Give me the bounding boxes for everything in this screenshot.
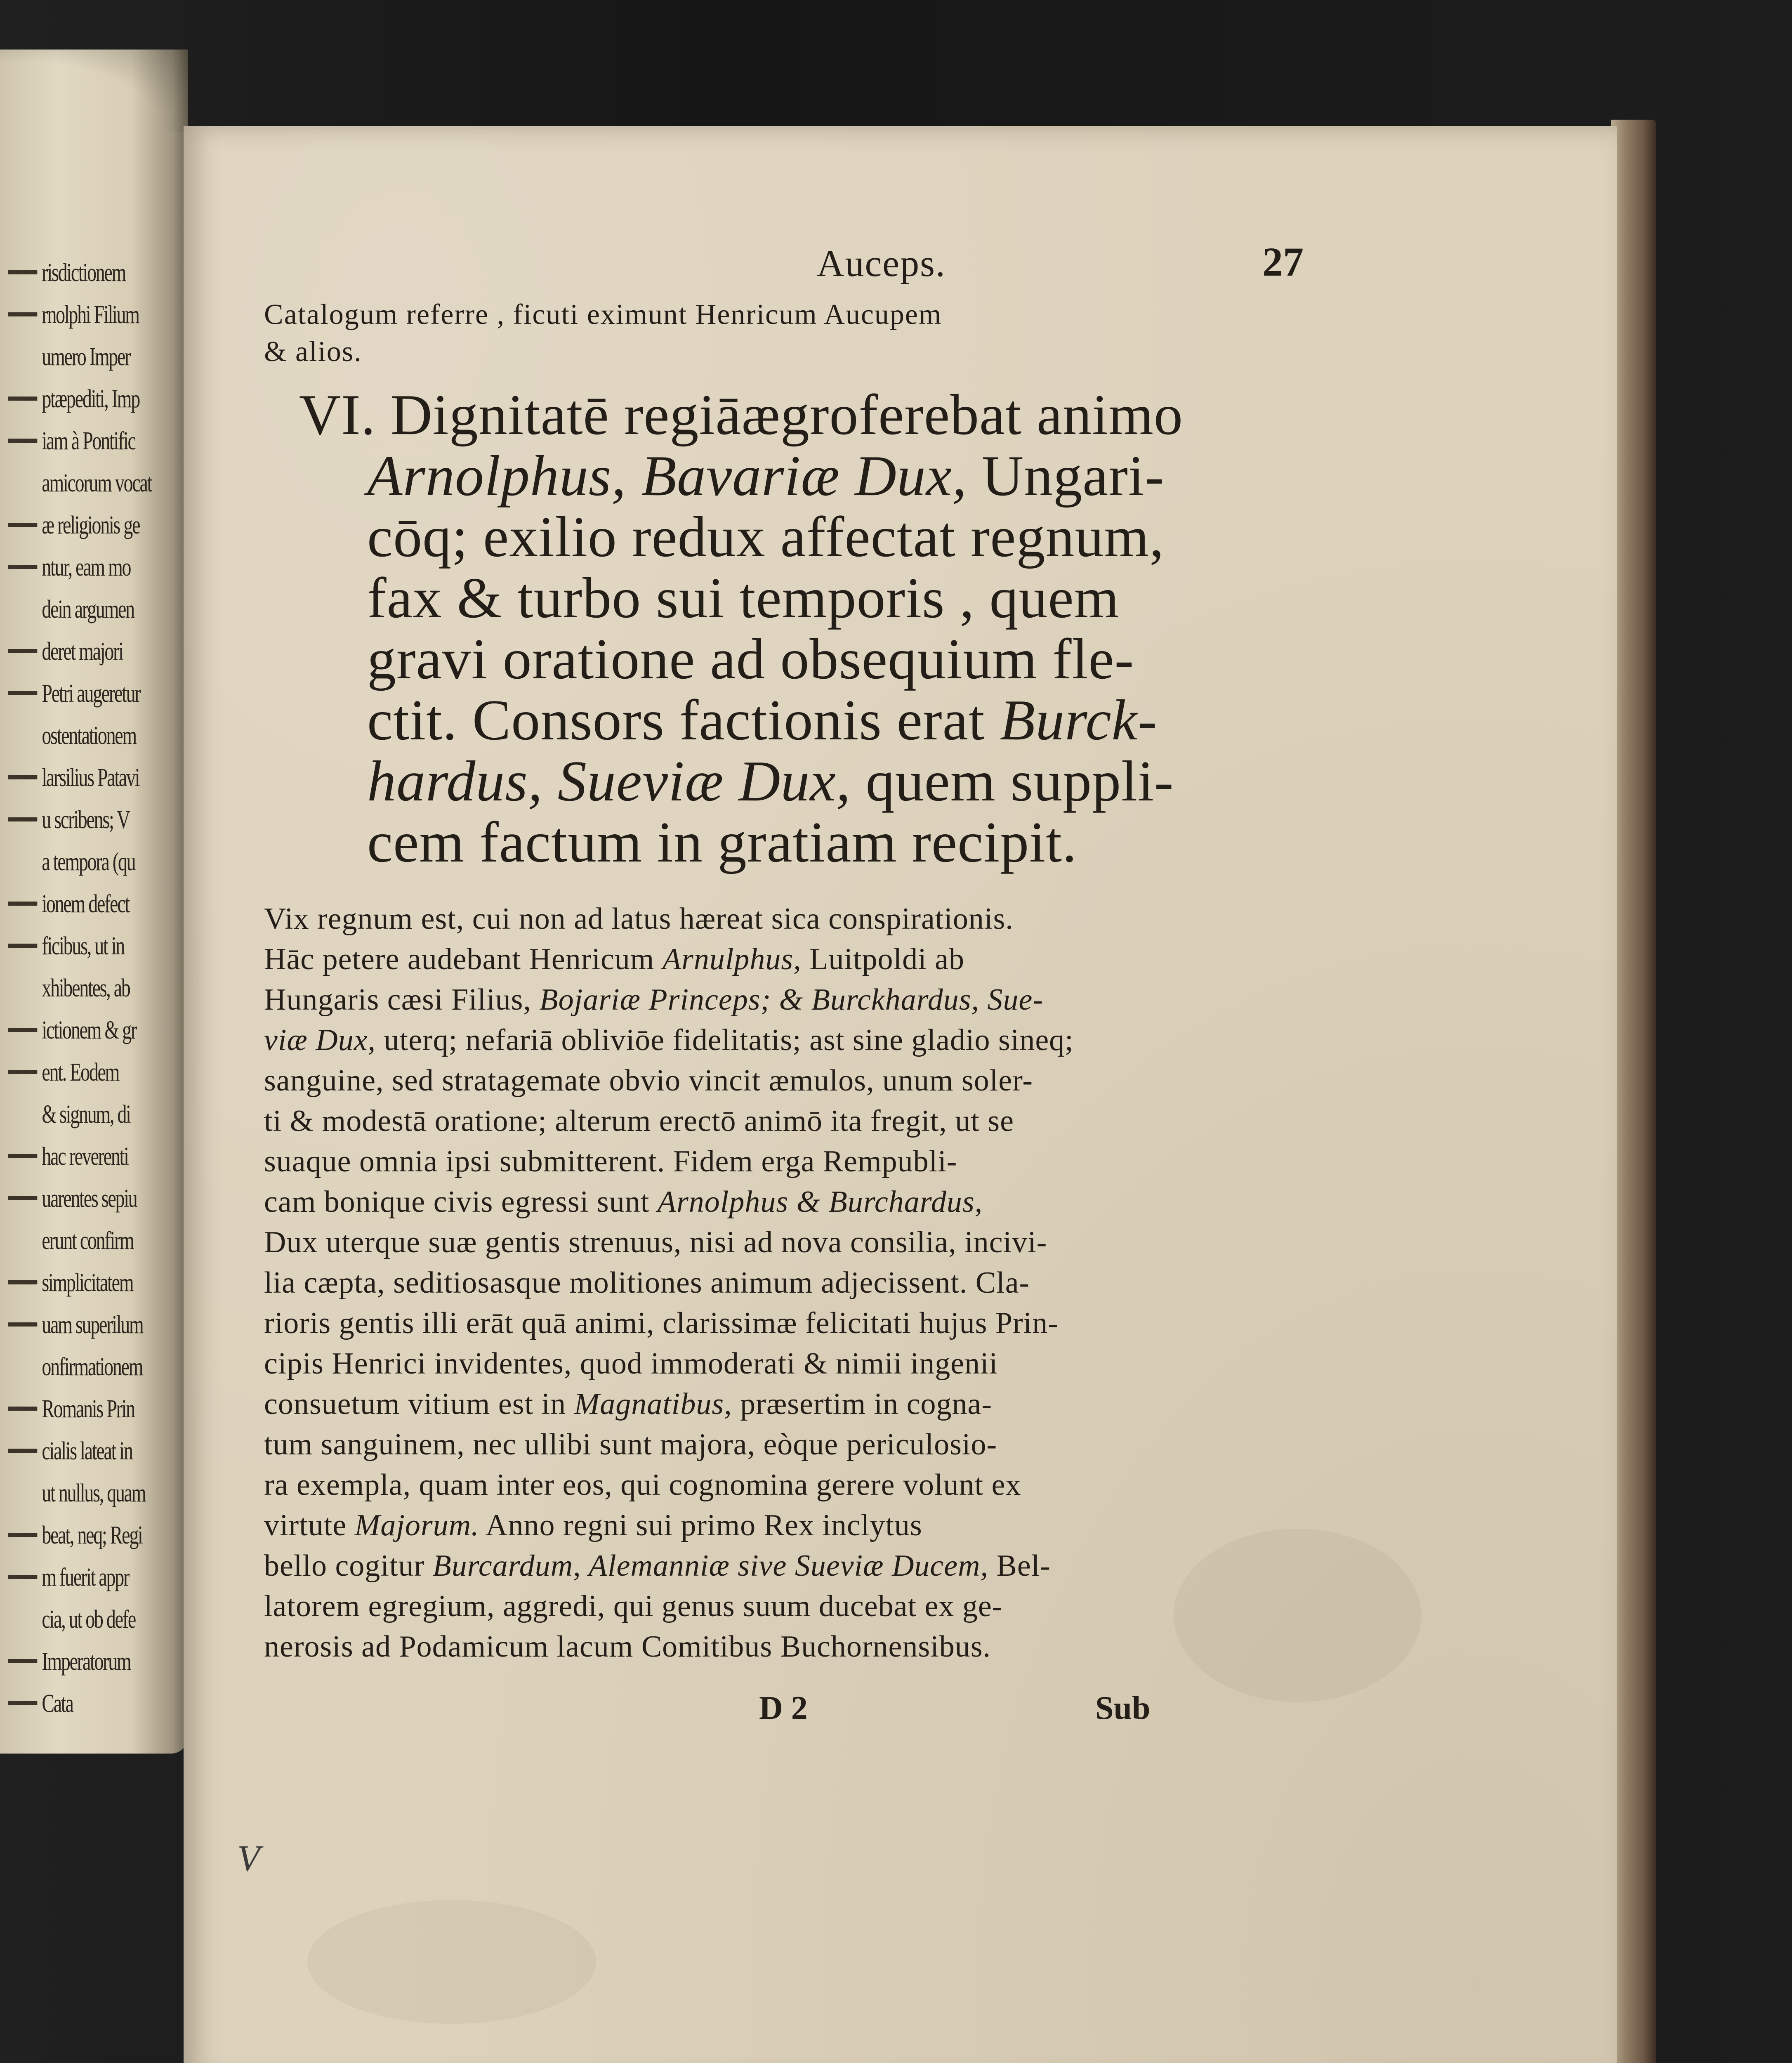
left-page-line [8, 462, 152, 504]
left-page-line [8, 1051, 143, 1093]
left-page-line [8, 1388, 143, 1430]
left-page-line-text: Petri augeretur [42, 680, 140, 708]
left-page-line [8, 504, 143, 546]
heading-italic: Burck- [1000, 688, 1158, 752]
body-line [264, 942, 964, 977]
body-line [264, 1104, 1014, 1139]
heading-line [367, 565, 1120, 631]
left-page-line [8, 1304, 143, 1346]
body-line [264, 1225, 1047, 1260]
left-page-line [8, 588, 143, 630]
left-page-line-text: umero Imper [42, 343, 130, 371]
body-italic: Bojariæ Princeps; & Burckhardus, Sue- [539, 983, 1043, 1017]
left-page-rule [8, 1322, 37, 1327]
left-page-line-text: ionem defect [42, 890, 129, 918]
left-page-line [8, 1346, 143, 1388]
catchword: Sub [1095, 1690, 1151, 1726]
left-page-text [8, 252, 188, 1725]
body-roman: ra exempla, quam inter eos, qui cognomina gerere volunt ex [264, 1468, 1021, 1502]
left-page-line-text: cialis lateat in [42, 1437, 132, 1465]
body-line [264, 1185, 983, 1220]
left-page-rule [8, 649, 37, 653]
left-page-line-text: hac reverenti [42, 1142, 128, 1171]
left-page-line [8, 841, 143, 883]
left-page-rule [8, 1154, 37, 1158]
body-line [264, 1589, 1002, 1624]
left-page-line [8, 420, 143, 462]
heading-roman: ctit. Consors factionis erat [367, 688, 1000, 752]
left-page-line [8, 252, 143, 294]
left-page-line [8, 883, 143, 925]
body-roman: lia cæpta, seditiosasque molitiones animum adjecissent. Cla- [264, 1266, 1030, 1300]
body-line [264, 1508, 922, 1543]
left-page-line-text: dein argumen [42, 595, 134, 623]
left-page-line [8, 673, 143, 715]
heading-line [299, 382, 1183, 448]
left-page-line-text: deret majori [42, 637, 123, 666]
left-page-rule [8, 397, 37, 401]
left-page-rule [8, 691, 37, 695]
left-page-line-text: Romanis Prin [42, 1395, 134, 1423]
body-roman: uterq; nefariā obliviōe fidelitatis; ast sine gladio sineq; [376, 1023, 1074, 1057]
body-roman: rioris gentis illi erāt quā animi, clarissimæ felicitati hujus Prin- [264, 1306, 1059, 1340]
left-page-rule [8, 1659, 37, 1663]
heading-line [367, 748, 1174, 814]
left-page-line [8, 967, 143, 1009]
left-page-line-text: erunt confirm [42, 1227, 134, 1255]
body-line [264, 1023, 1074, 1058]
left-page-rule [8, 1449, 37, 1453]
body-roman: ti & modestā oratione; alterum erectō animō ita fregit, ut se [264, 1104, 1014, 1138]
heading-italic: Arnolphus, Bavariæ Dux, [367, 444, 967, 508]
left-page-line [8, 1430, 143, 1472]
body-roman: Vix regnum est, cui non ad latus hæreat sica conspirationis. [264, 902, 1014, 936]
body-line [264, 1265, 1030, 1301]
heading-roman: cōq; exilio redux affectat regnum, [367, 505, 1165, 569]
intro-line: Catalogum referre , ficuti eximunt Henricum Aucupem [264, 299, 942, 330]
left-page-line-text: & signum, di [42, 1100, 130, 1128]
heading-roman: fax & turbo sui temporis , quem [367, 566, 1120, 630]
left-page-line [8, 1556, 143, 1598]
body-line [264, 902, 1014, 937]
left-page-rule [8, 439, 37, 443]
body-roman: consuetum vitium est in [264, 1387, 574, 1421]
body-line [264, 1306, 1059, 1341]
left-page-line [8, 1598, 143, 1640]
body-italic: Magnatibus, [574, 1387, 732, 1421]
left-page-line-text: uam superilum [42, 1311, 143, 1339]
left-page-rule [8, 944, 37, 948]
left-page-line [8, 1262, 143, 1304]
left-page-rule [8, 902, 37, 906]
left-page-line [8, 336, 143, 378]
heading-line [367, 504, 1164, 570]
body-roman: Anno regni sui primo Rex inclytus [479, 1508, 922, 1542]
body-line [264, 1629, 991, 1664]
left-page-rule [8, 817, 37, 821]
left-page-line [8, 294, 143, 336]
left-page-rule [8, 1575, 37, 1579]
left-page-line-text: larsilius Patavi [42, 764, 139, 792]
heading-roman: VI. Dignitatē regiāægroferebat animo [299, 383, 1183, 447]
left-page-line [8, 1640, 143, 1683]
left-page-line [8, 1472, 146, 1514]
running-head: Auceps. [817, 242, 946, 284]
page-edge-stack [1611, 120, 1656, 2063]
left-page-rule [8, 1280, 37, 1284]
left-page-line-text: simplicitatem [42, 1269, 133, 1297]
body-roman: latorem egregium, aggredi, qui genus suum ducebat ex ge- [264, 1589, 1003, 1623]
left-page-line-text: amicorum vocat [42, 469, 152, 497]
body-line [264, 1387, 992, 1422]
left-page-line-text: xhibentes, ab [42, 974, 130, 1002]
body-line [264, 1427, 997, 1462]
heading-line [367, 809, 1077, 876]
page-number: 27 [1262, 239, 1304, 285]
body-roman: Dux uterque suæ gentis strenuus, nisi ad nova consilia, incivi- [264, 1225, 1047, 1259]
body-roman: sanguine, sed stratagemate obvio vincit æmulos, unum soler- [264, 1064, 1033, 1098]
left-page-rule [8, 1070, 37, 1074]
body-roman: Bel- [988, 1549, 1051, 1583]
left-page-line-text: ficibus, ut in [42, 932, 124, 960]
heading-line [367, 626, 1134, 692]
left-page-line [8, 757, 143, 799]
left-page-line-text: onfirmationem [42, 1353, 143, 1381]
body-roman: Hungaris cæsi Filius, [264, 983, 540, 1017]
left-page-line-text: m fuerit appr [42, 1563, 129, 1591]
left-page-line [8, 1009, 143, 1051]
left-page-line [8, 799, 143, 841]
body-roman: tum sanguinem, nec ullibi sunt majora, eòque periculosio- [264, 1428, 997, 1461]
left-page-line-text: uarentes sepiu [42, 1185, 137, 1213]
body-italic: Majorum. [354, 1508, 479, 1542]
body-roman: cipis Henrici invidentes, quod immoderati & nimii ingenii [264, 1347, 998, 1381]
heading-roman: quem suppli- [851, 749, 1174, 813]
left-page-line [8, 378, 143, 420]
heading-roman: Ungari- [967, 444, 1165, 508]
left-page-line-text: ostentationem [42, 722, 136, 750]
left-page-rule [8, 312, 37, 316]
left-page-rule [8, 565, 37, 569]
body-roman: Hāc petere audebant Henricum [264, 942, 663, 976]
left-page-line [8, 546, 143, 588]
paper-stain [307, 1900, 596, 2024]
left-page-line-text: rnolphi Filium [42, 301, 139, 329]
left-page-rule [8, 270, 37, 274]
left-page-line-text: risdictionem [42, 259, 126, 287]
heading-italic: hardus, Sueviæ Dux, [367, 749, 851, 813]
left-page-rule [8, 1028, 37, 1032]
left-page-line [8, 925, 143, 967]
left-page-line [8, 715, 143, 757]
left-page-rule [8, 1196, 37, 1200]
body-roman: virtute [264, 1508, 355, 1542]
body-line [264, 982, 1043, 1017]
left-page-line-text: Cata [42, 1690, 73, 1718]
body-roman: suaque omnia ipsi submitterent. Fidem erga Rempubli- [264, 1145, 957, 1178]
left-page-curl-shadow [0, 50, 188, 132]
body-roman: Luitpoldi ab [801, 942, 965, 976]
body-roman: cam bonique civis egressi sunt [264, 1185, 658, 1219]
body-line [264, 1063, 1033, 1098]
left-page-line-text: beat, neq; Regi [42, 1521, 142, 1549]
left-page-line-text: ntur, eam mo [42, 553, 131, 581]
body-line [264, 1346, 998, 1381]
heading-line [367, 687, 1157, 753]
left-page-rule [8, 1533, 37, 1537]
left-page-line-text: ptæpediti, Imp [42, 385, 139, 413]
left-page-line-text: ut nullus, quam [42, 1479, 146, 1507]
body-italic: Arnulphus, [662, 942, 802, 976]
left-page-line [8, 1514, 143, 1556]
left-page-line [8, 630, 143, 673]
body-italic: viæ Dux, [264, 1023, 376, 1057]
body-roman: bello cogitur [264, 1549, 433, 1583]
heading-line [367, 443, 1164, 509]
intro-line: & alios. [264, 336, 362, 368]
paper-stain [1174, 1529, 1421, 1702]
body-italic: Arnolphus & Burchardus, [657, 1185, 983, 1219]
left-page-rule [8, 1701, 37, 1705]
left-page-line-text: ictionem & gr [42, 1016, 136, 1044]
left-page-line-text: Imperatorum [42, 1648, 131, 1676]
body-line [264, 1548, 1051, 1584]
left-page-line [8, 1135, 143, 1178]
left-page-line [8, 1683, 143, 1725]
left-page-rule [8, 523, 37, 527]
left-page-rule [8, 1407, 37, 1411]
body-roman: nerosis ad Podamicum lacum Comitibus Buchornensibus. [264, 1630, 991, 1664]
left-page-line-text: iam à Pontific [42, 427, 135, 455]
left-page-rule [8, 775, 37, 779]
body-italic: Burcardum, Alemanniæ sive Sueviæ Ducem, [432, 1549, 989, 1583]
left-page-line-text: u scribens; V [42, 806, 130, 834]
left-page-line-text: ent. Eodem [42, 1058, 119, 1086]
left-page-line [8, 1220, 143, 1262]
body-line [264, 1144, 957, 1179]
heading-roman: cem factum in gratiam recipit. [367, 810, 1077, 874]
left-page-line-text: æ religionis ge [42, 511, 140, 539]
left-page-line [8, 1178, 143, 1220]
left-page-line [8, 1093, 143, 1135]
heading-roman: gravi oratione ad obsequium fle- [367, 627, 1134, 691]
left-page-line-text: a tempora (qu [42, 848, 135, 876]
left-page-line-text: cia, ut ob defe [42, 1605, 135, 1633]
body-line [264, 1468, 1021, 1503]
left-facing-page [0, 50, 188, 1754]
pencil-mark: V [237, 1838, 260, 1879]
right-page [184, 126, 1617, 2063]
body-roman: præsertim in cogna- [732, 1387, 993, 1421]
signature-mark: D 2 [759, 1690, 808, 1726]
